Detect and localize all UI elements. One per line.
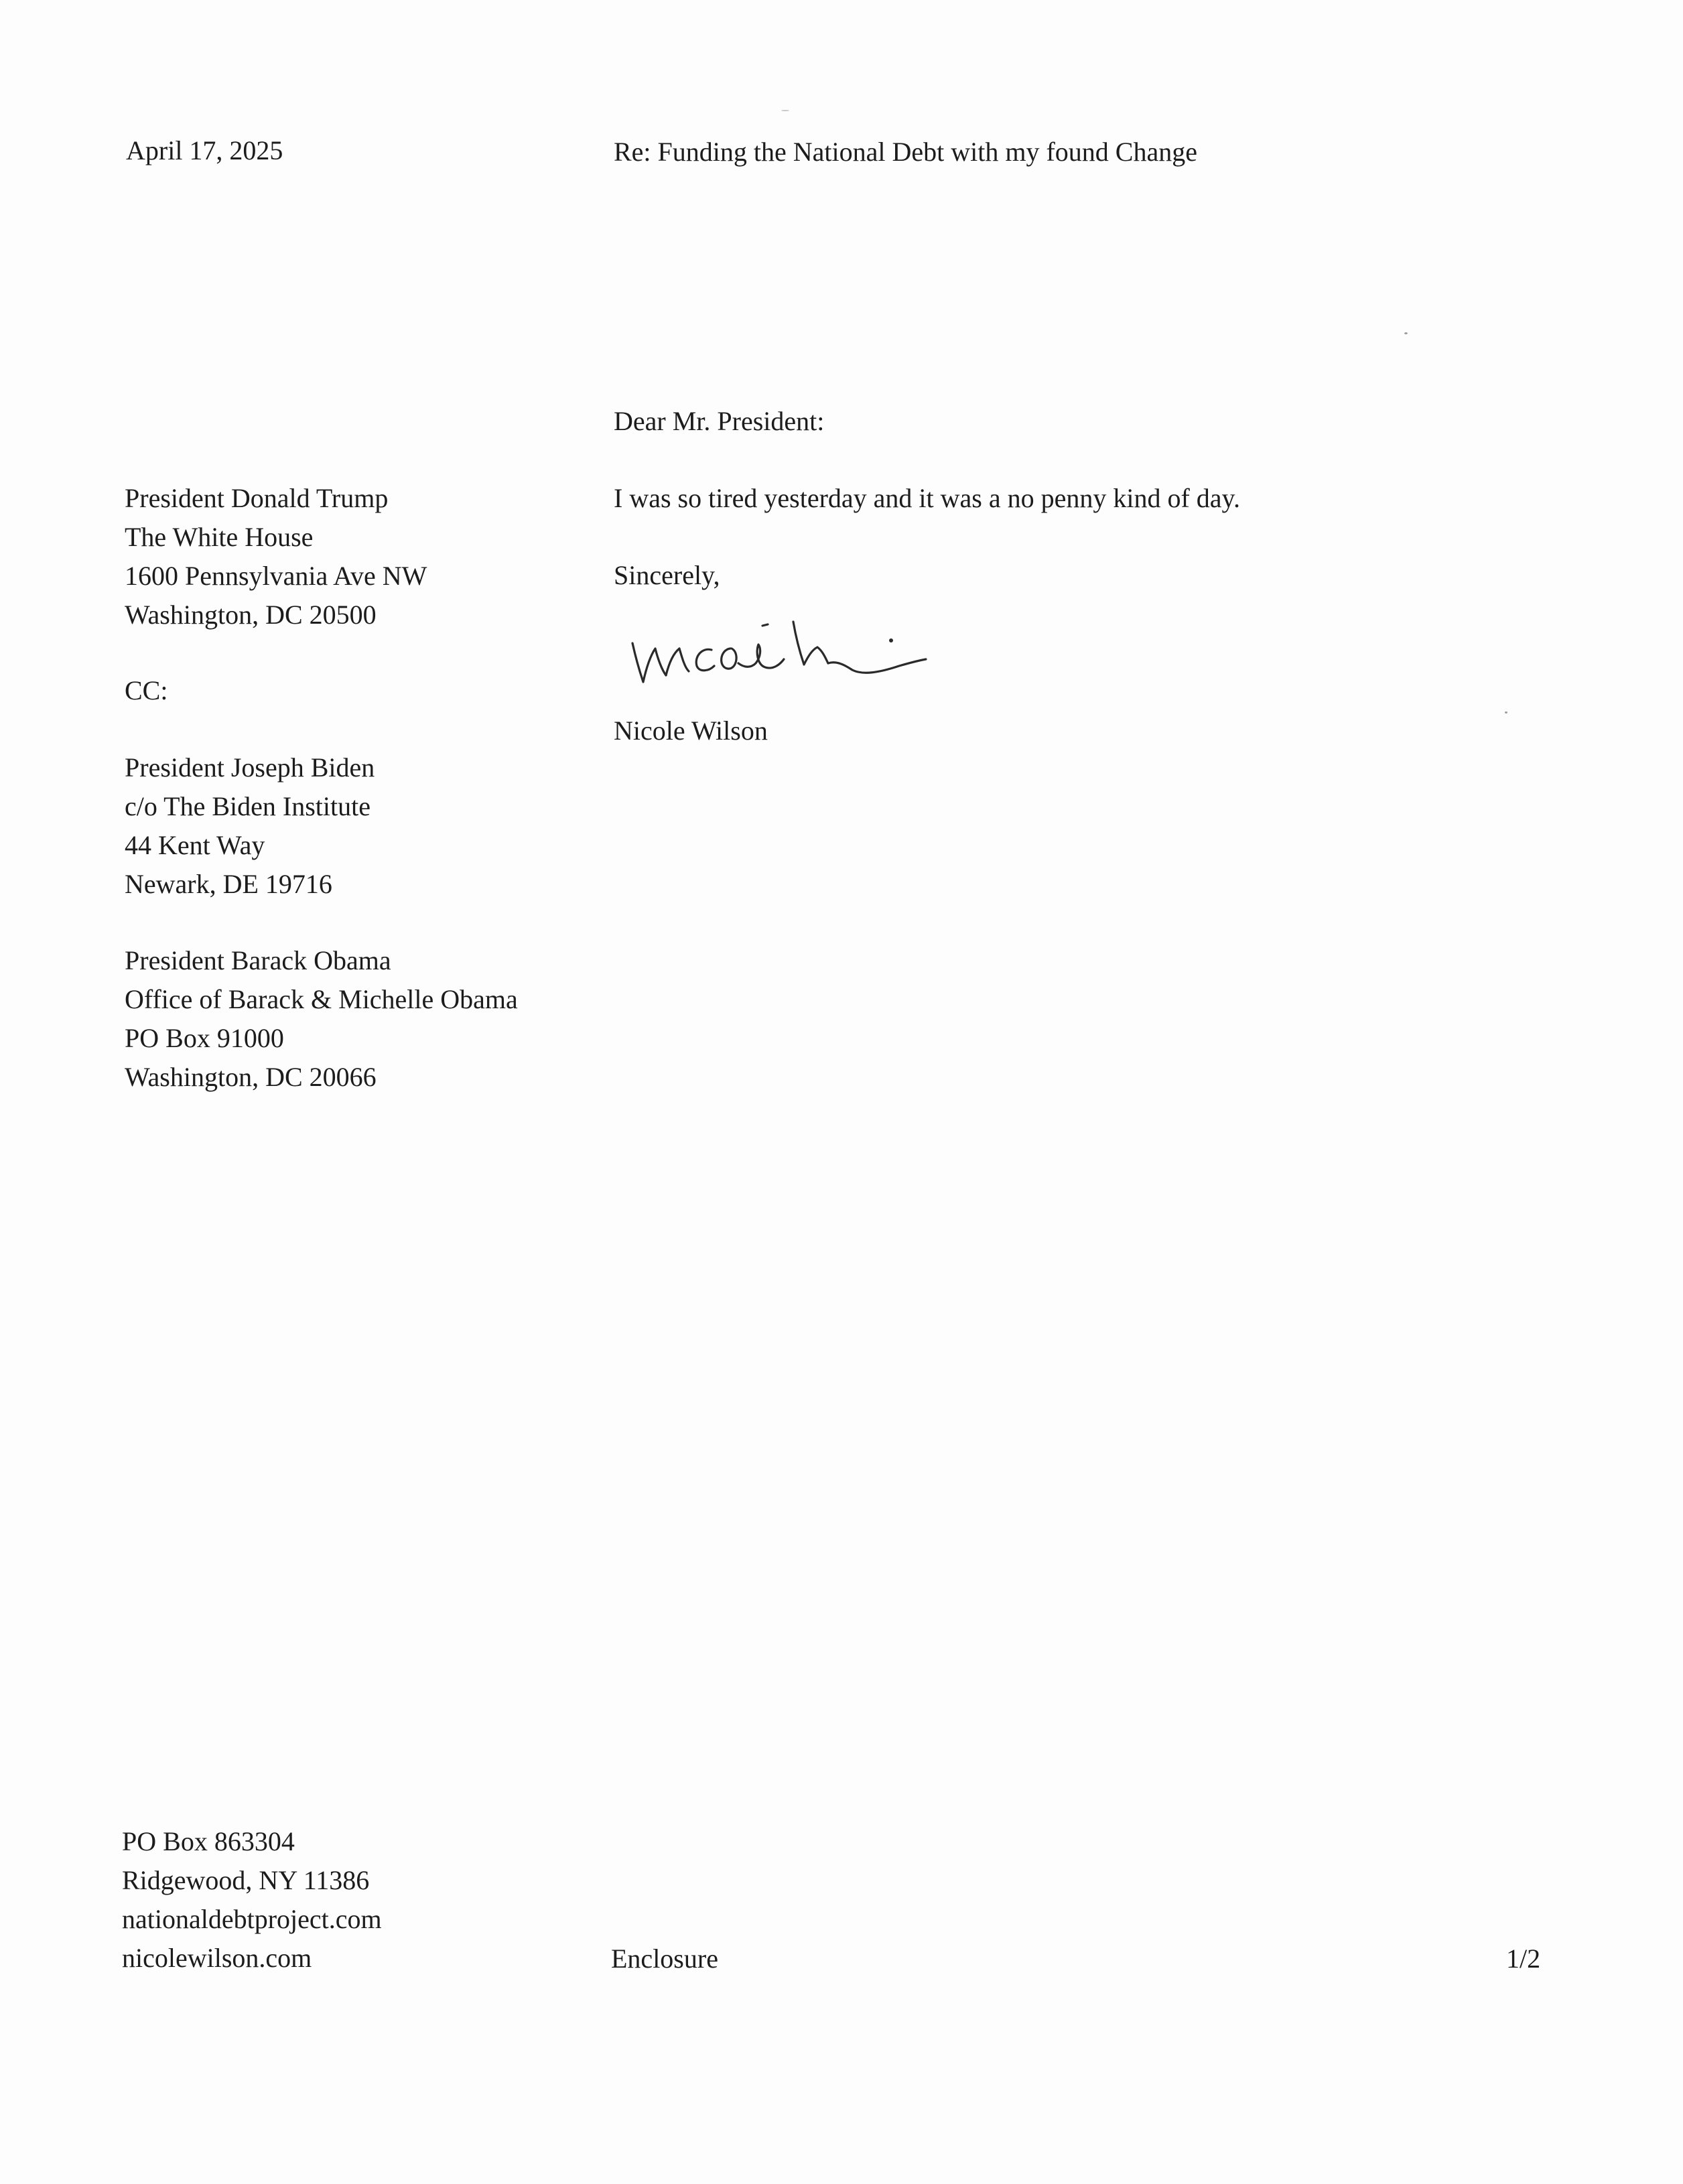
- scan-speck: [1505, 711, 1507, 713]
- recipient-name: President Donald Trump: [125, 483, 389, 513]
- scan-speck: [781, 110, 789, 111]
- recipient-organization: The White House: [125, 522, 314, 552]
- letter-subject: Re: Funding the National Debt with my found Change: [614, 137, 1197, 167]
- enclosure-note: Enclosure: [611, 1943, 718, 1974]
- scan-speck: [1404, 332, 1408, 334]
- sender-city: Ridgewood, NY 11386: [122, 1865, 370, 1895]
- cc-address: [125, 941, 518, 1097]
- recipient-street: 1600 Pennsylvania Ave NW: [125, 561, 427, 591]
- page-number: 1/2: [1506, 1943, 1541, 1974]
- recipient-address: [125, 479, 427, 634]
- cc-street: PO Box 91000: [125, 1023, 284, 1053]
- recipient-city: Washington, DC 20500: [125, 600, 377, 630]
- cc-label: CC:: [125, 675, 168, 705]
- sender-website: nicolewilson.com: [122, 1943, 312, 1973]
- letter-body: I was so tired yesterday and it was a no penny kind of day.: [614, 483, 1240, 513]
- letter-date: April 17, 2025: [126, 135, 283, 165]
- cc-name: President Joseph Biden: [125, 752, 375, 782]
- cc-organization: Office of Barack & Michelle Obama: [125, 984, 518, 1014]
- cc-organization: c/o The Biden Institute: [125, 791, 371, 821]
- sender-po-box: PO Box 863304: [122, 1826, 295, 1856]
- sender-address: [122, 1822, 382, 1978]
- cc-street: 44 Kent Way: [125, 830, 265, 860]
- signer-name: Nicole Wilson: [614, 715, 768, 746]
- handwritten-signature: [624, 603, 933, 697]
- closing: Sincerely,: [614, 560, 720, 590]
- sender-website: nationaldebtproject.com: [122, 1904, 382, 1934]
- cc-address: [125, 748, 375, 904]
- cc-city: Newark, DE 19716: [125, 869, 332, 899]
- cc-city: Washington, DC 20066: [125, 1062, 377, 1092]
- salutation: Dear Mr. President:: [614, 406, 825, 436]
- cc-name: President Barack Obama: [125, 945, 391, 975]
